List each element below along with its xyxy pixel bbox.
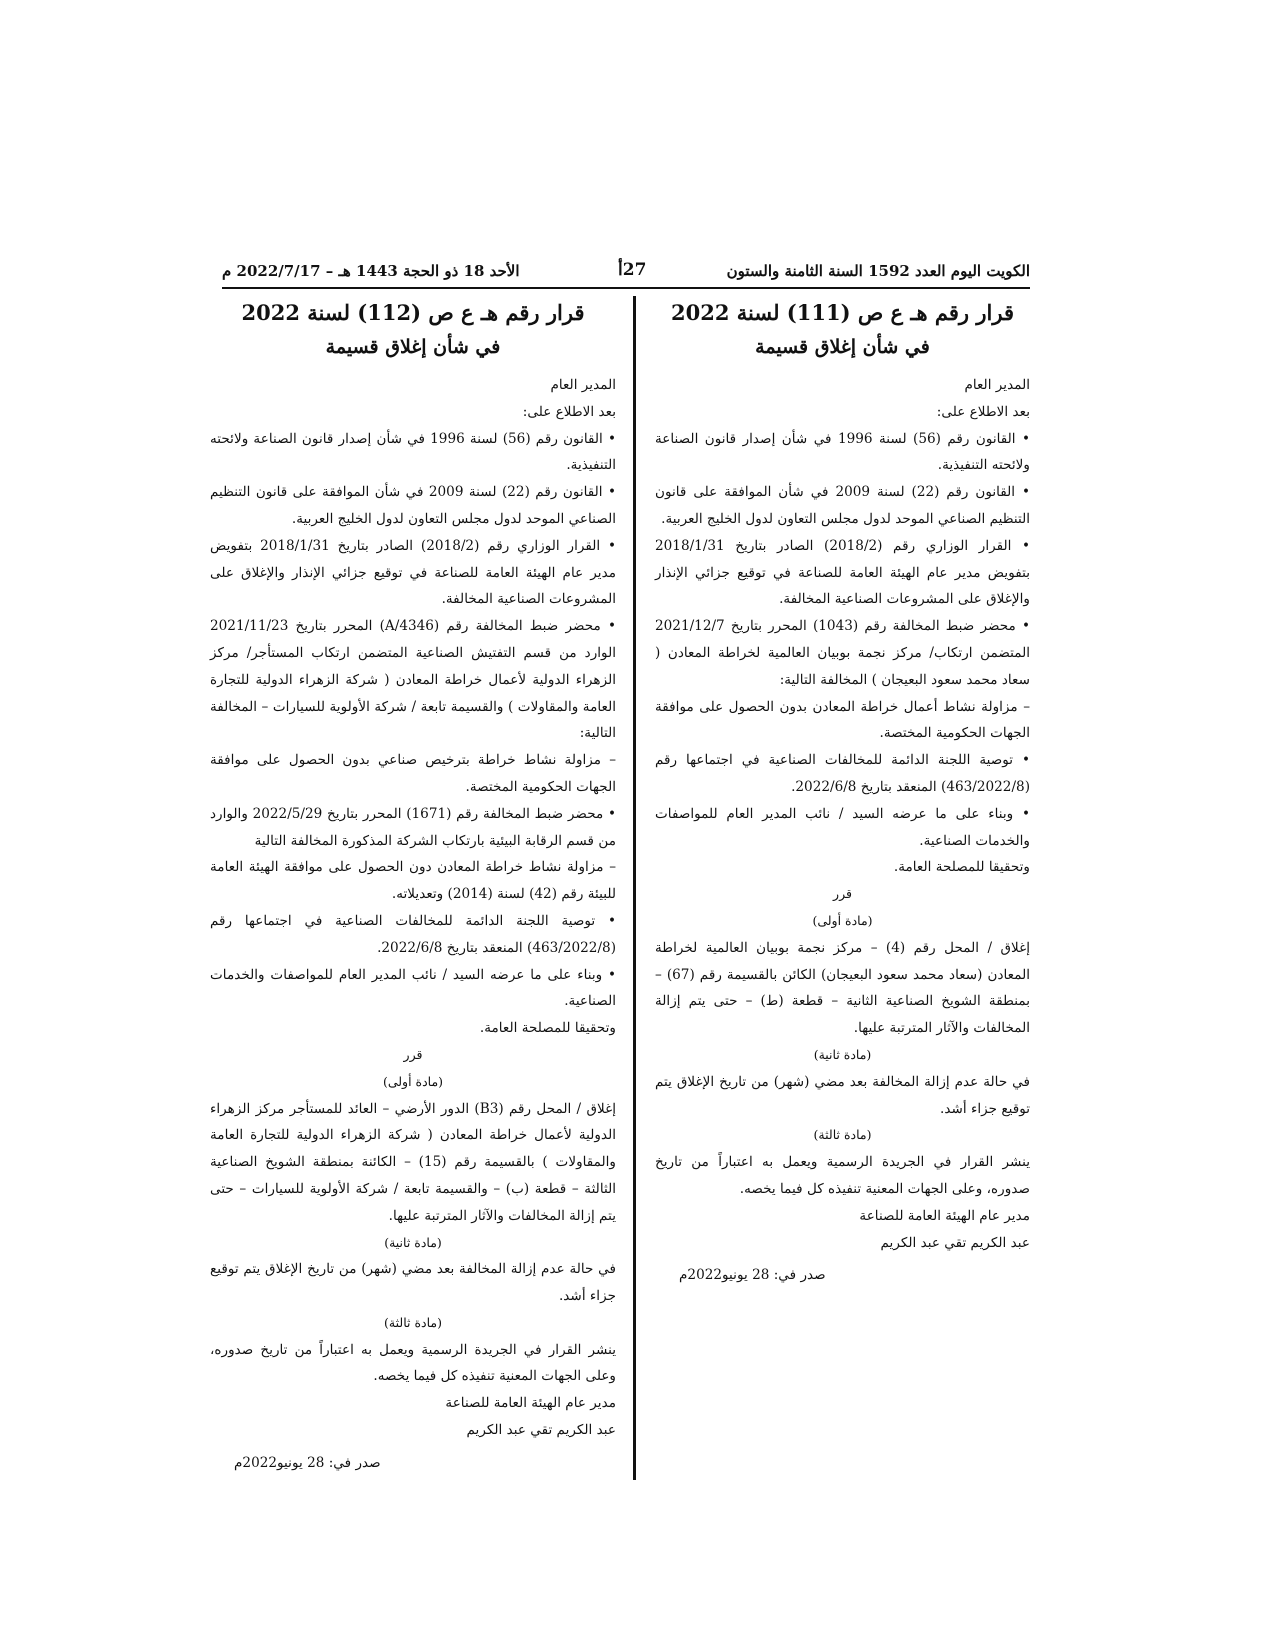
recital-item: • القرار الوزاري رقم (2018/2) الصادر بتاريخ 2018/1/31 بتفويض مدير عام الهيئة العامة للصناعة في توقيع جزائي الإنذار والإغلاق على المشروعات الصناعية المخالفة.	[210, 537, 617, 608]
after-review-line: بعد الاطلاع على:	[522, 403, 616, 420]
recital-item: وتحقيقا للمصلحة العامة.	[479, 1020, 616, 1037]
signer-name: عبد الكريم تقي عبد الكريم	[466, 1422, 616, 1439]
recital-item: • محضر ضبط المخالفة رقم (1671) المحرر بتاريخ 2022/5/29 والوارد من قسم الرقابة البيئية بارتكاب الشركة المذكورة المخالفة التالية	[210, 805, 616, 849]
recital-item: • القانون رقم (56) لسنة 1996 في شأن إصدار قانون الصناعة ولائحته التنفيذية.	[210, 430, 616, 474]
article-3-heading: (مادة ثالثة)	[384, 1314, 442, 1330]
column-divider	[633, 296, 636, 1480]
article-2-text: في حالة عدم إزالة المخالفة بعد مضي (شهر) من تاريخ الإغلاق يتم توقيع جزاء أشد.	[210, 1261, 616, 1305]
gazette-issue: الكويت اليوم العدد 1592 السنة الثامنة والستون	[726, 262, 1030, 280]
recital-item: • محضر ضبط المخالفة رقم (1043) المحرر بتاريخ 2021/12/7 المتضمن ارتكاب/ مركز نجمة بوبيان العالمية لخراطة المعادن ( سعاد محمد سعود البعيجان ) المخالفة التالية:	[655, 618, 1030, 688]
director-line: المدير العام	[964, 377, 1030, 393]
decree-title: قرار رقم هـ ع ص (111) لسنة 2022	[671, 300, 1014, 325]
decided-heading: قرر	[833, 886, 852, 902]
decree-112	[210, 296, 616, 1477]
issue-date-line: صدر في: 28 يونيو2022م	[679, 1267, 826, 1284]
recital-item: • القانون رقم (22) لسنة 2009 في شأن الموافقة على قانون التنظيم الصناعي الموحد لدول مجلس التعاون لدول الخليج العربية.	[210, 484, 616, 527]
decree-subtitle: في شأن إغلاق قسيمة	[755, 336, 930, 358]
recital-item: • وبناء على ما عرضه السيد / نائب المدير العام للمواصفات والخدمات الصناعية.	[210, 966, 616, 1010]
recital-item: • القانون رقم (56) لسنة 1996 في شأن إصدار قانون الصناعة ولائحته التنفيذية.	[655, 430, 1031, 474]
recital-item: • وبناء على ما عرضه السيد / نائب المدير العام للمواصفات والخدمات الصناعية.	[655, 805, 1030, 849]
recital-item: • القرار الوزاري رقم (2018/2) الصادر بتاريخ 2018/1/31 بتفويض مدير عام الهيئة العامة للصناعة في توقيع جزائي الإنذار والإغلاق على المشروعات الصناعية المخالفة.	[655, 537, 1031, 608]
decided-heading: قرر	[403, 1046, 423, 1062]
decree-subtitle: في شأن إغلاق قسيمة	[325, 336, 501, 358]
article-2-text: في حالة عدم إزالة المخالفة بعد مضي (شهر) من تاريخ الإغلاق يتم توقيع جزاء أشد.	[655, 1073, 1030, 1117]
article-1-text: إغلاق / المحل رقم (4) – مركز نجمة بوبيان العالمية لخراطة المعادن (سعاد محمد سعود البعيجان) الكائن بالقسيمة رقم (67) – بمنطقة الشويخ الصناعية الثانية – قطعة (ط) – حتى يتم إزالة المخالفات والآثار المترتبة عليها.	[655, 939, 1031, 1037]
director-line: المدير العام	[550, 377, 616, 393]
article-1-heading: (مادة أولى)	[812, 912, 873, 928]
issue-date-line: صدر في: 28 يونيو2022م	[234, 1454, 381, 1471]
page-number: 27أ	[618, 260, 647, 280]
after-review-line: بعد الاطلاع على:	[936, 403, 1030, 420]
article-3-heading: (مادة ثالثة)	[813, 1127, 872, 1143]
signer-title: مدير عام الهيئة العامة للصناعة	[859, 1207, 1030, 1224]
recital-item: وتحقيقا للمصلحة العامة.	[893, 859, 1030, 876]
signer-name: عبد الكريم تقي عبد الكريم	[880, 1234, 1030, 1251]
page-header	[222, 258, 1030, 286]
issue-date: الأحد 18 ذو الحجة 1443 هـ – 2022/7/17 م	[222, 262, 520, 280]
decree-title: قرار رقم هـ ع ص (112) لسنة 2022	[241, 300, 585, 325]
recital-item: • القانون رقم (22) لسنة 2009 في شأن الموافقة على قانون التنظيم الصناعي الموحد لدول مجلس التعاون لدول الخليج العربية.	[655, 484, 1030, 527]
recital-item: – مزاولة نشاط خراطة بترخيص صناعي بدون الحصول على موافقة الجهات الحكومية المختصة.	[210, 752, 616, 795]
recital-item: – مزاولة نشاط أعمال خراطة المعادن بدون الحصول على موافقة الجهات الحكومية المختصة.	[655, 698, 1030, 742]
recital-item: • توصية اللجنة الدائمة للمخالفات الصناعية في اجتماعها رقم (463/2022/8) المنعقد بتاريخ 2022/6/8.	[210, 912, 616, 956]
article-2-heading: (مادة ثانية)	[813, 1046, 872, 1062]
article-3-text: ينشر القرار في الجريدة الرسمية ويعمل به اعتباراً من تاريخ صدوره، وعلى الجهات المعنية تنفيذه كل فيما يخصه.	[210, 1341, 616, 1385]
recital-item: – مزاولة نشاط خراطة المعادن دون الحصول على موافقة الهيئة العامة للبيئة رقم (42) لسنة (2014) وتعديلاته.	[210, 859, 616, 903]
signer-title: مدير عام الهيئة العامة للصناعة	[445, 1395, 616, 1412]
recital-item: • توصية اللجنة الدائمة للمخالفات الصناعية في اجتماعها رقم (463/2022/8) المنعقد بتاريخ 2022/6/8.	[655, 752, 1030, 795]
article-1-text: إغلاق / المحل رقم (B3) الدور الأرضي – العائد للمستأجر مركز الزهراء الدولية لأعمال خراطة المعادن ( شركة الزهراء الدولية للتجارة العامة والمقاولات ) بالقسيمة رقم (15) – الكائنة بمنطقة الشويخ الصناعية الثالثة – قطعة (ب) – والقسيمة تابعة / شركة الأولوية للسيارات – حتى يتم إزالة المخالفات والآثار المترتبة عليها.	[210, 1100, 617, 1224]
article-2-heading: (مادة ثانية)	[384, 1234, 442, 1250]
recital-item: • محضر ضبط المخالفة رقم (4346/A) المحرر بتاريخ 2021/11/23 الوارد من قسم التفتيش الصناعية المتضمن ارتكاب المستأجر/ مركز الزهراء الدولية لأعمال خراطة المعادن ( شركة الزهراء الدولية للتجارة العامة والمقاولات ) والقسيمة تابعة / شركة الأولوية للسيارات – المخالفة التالية:	[210, 618, 616, 742]
article-1-heading: (مادة أولى)	[382, 1073, 444, 1089]
decree-111	[655, 296, 1030, 1289]
article-3-text: ينشر القرار في الجريدة الرسمية ويعمل به اعتباراً من تاريخ صدوره، وعلى الجهات المعنية تنفيذه كل فيما يخصه.	[655, 1154, 1030, 1197]
header-rule	[222, 287, 1030, 289]
